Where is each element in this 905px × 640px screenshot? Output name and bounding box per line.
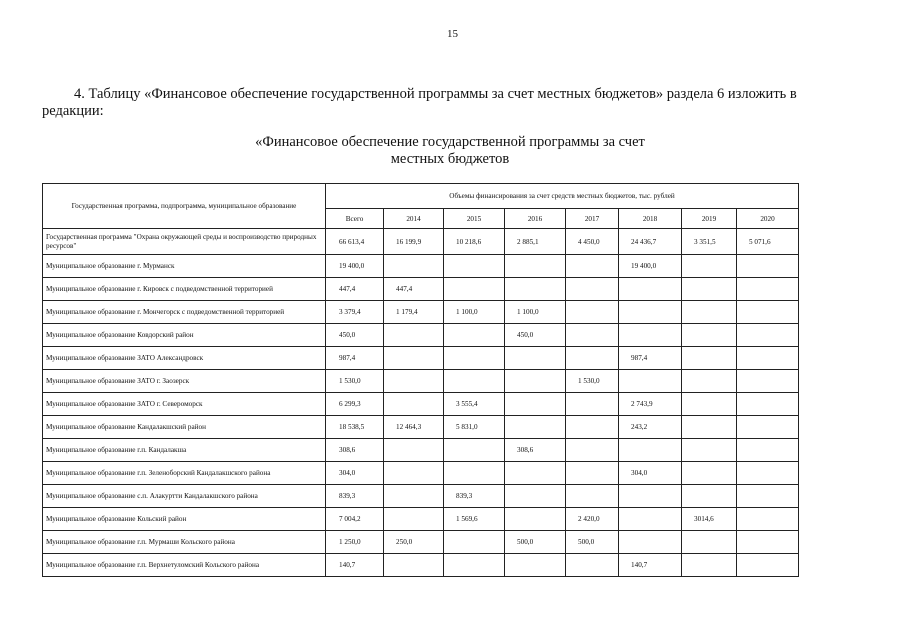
column-header-2014: 2014 <box>384 209 444 229</box>
value-cell-2019 <box>682 301 737 324</box>
value-cell-2015: 3 555,4 <box>444 393 505 416</box>
value-cell-2017: 500,0 <box>566 531 619 554</box>
value-cell-2017: 1 530,0 <box>566 370 619 393</box>
value-cell-2018 <box>619 278 682 301</box>
value-cell-2019 <box>682 439 737 462</box>
table-row <box>43 531 799 554</box>
value-cell-2017: 4 450,0 <box>566 229 619 255</box>
value-cell-2014: 1 179,4 <box>384 301 444 324</box>
row-label-cell: Муниципальное образование Кандалакшский район <box>43 416 326 439</box>
value-cell-2017 <box>566 439 619 462</box>
value-cell-2015 <box>444 439 505 462</box>
value-cell-total: 19 400,0 <box>326 255 384 278</box>
value-cell-2020 <box>737 324 799 347</box>
row-label-cell: Муниципальное образование г.п. Мурмаши Кольского района <box>43 531 326 554</box>
column-header-total: Всего <box>326 209 384 229</box>
value-cell-2017 <box>566 416 619 439</box>
value-cell-2017 <box>566 278 619 301</box>
table-title <box>200 134 700 168</box>
value-cell-2015: 1 569,6 <box>444 508 505 531</box>
column-header-2020: 2020 <box>737 209 799 229</box>
value-cell-2019 <box>682 462 737 485</box>
table-row <box>43 554 799 577</box>
value-cell-2014 <box>384 554 444 577</box>
value-cell-2019 <box>682 531 737 554</box>
table-title-line-2: местных бюджетов <box>390 151 510 167</box>
row-label-cell: Муниципальное образование с.п. Алакуртти Кандалакшского района <box>43 485 326 508</box>
value-cell-2016 <box>505 462 566 485</box>
value-cell-2016 <box>505 554 566 577</box>
table-header <box>43 184 799 229</box>
table-row <box>43 485 799 508</box>
value-cell-2014: 447,4 <box>384 278 444 301</box>
table-row <box>43 393 799 416</box>
value-cell-2020 <box>737 255 799 278</box>
value-cell-2017 <box>566 324 619 347</box>
page-number: 15 <box>447 28 458 40</box>
value-cell-2018 <box>619 370 682 393</box>
value-cell-2020 <box>737 439 799 462</box>
value-cell-total: 304,0 <box>326 462 384 485</box>
value-cell-2014 <box>384 393 444 416</box>
value-cell-2018 <box>619 508 682 531</box>
value-cell-2019 <box>682 347 737 370</box>
table-row <box>43 439 799 462</box>
financing-table <box>42 183 799 577</box>
column-header-2015: 2015 <box>444 209 505 229</box>
value-cell-2020 <box>737 462 799 485</box>
value-cell-2019 <box>682 324 737 347</box>
value-cell-total: 447,4 <box>326 278 384 301</box>
table-row <box>43 416 799 439</box>
value-cell-2019 <box>682 393 737 416</box>
value-cell-2015 <box>444 347 505 370</box>
value-cell-2014 <box>384 324 444 347</box>
value-cell-2017 <box>566 347 619 370</box>
value-cell-2016 <box>505 347 566 370</box>
value-cell-2018 <box>619 439 682 462</box>
row-label-cell: Муниципальное образование г. Мурманск <box>43 255 326 278</box>
value-cell-2018 <box>619 485 682 508</box>
value-cell-2015: 1 100,0 <box>444 301 505 324</box>
value-cell-2019 <box>682 554 737 577</box>
value-cell-total: 140,7 <box>326 554 384 577</box>
value-cell-2017 <box>566 301 619 324</box>
value-cell-2020 <box>737 301 799 324</box>
value-cell-2019: 3 351,5 <box>682 229 737 255</box>
value-cell-total: 839,3 <box>326 485 384 508</box>
row-label-cell: Муниципальное образование г.п. Кандалакша <box>43 439 326 462</box>
value-cell-2014 <box>384 508 444 531</box>
table-row <box>43 508 799 531</box>
funding-group-header: Объемы финансирования за счет средств местных бюджетов, тыс. рублей <box>326 184 799 209</box>
value-cell-2020 <box>737 393 799 416</box>
value-cell-2018: 24 436,7 <box>619 229 682 255</box>
table-row <box>43 229 799 255</box>
row-label-cell: Муниципальное образование ЗАТО г. Заозерск <box>43 370 326 393</box>
value-cell-2018: 140,7 <box>619 554 682 577</box>
value-cell-total: 987,4 <box>326 347 384 370</box>
row-label-cell: Муниципальное образование г. Кировск с подведомственной территорией <box>43 278 326 301</box>
value-cell-2017 <box>566 554 619 577</box>
value-cell-2017: 2 420,0 <box>566 508 619 531</box>
table-row <box>43 301 799 324</box>
value-cell-2020 <box>737 278 799 301</box>
value-cell-2014 <box>384 370 444 393</box>
column-header-2019: 2019 <box>682 209 737 229</box>
value-cell-2015: 839,3 <box>444 485 505 508</box>
column-header-2017: 2017 <box>566 209 619 229</box>
row-label-cell: Муниципальное образование Ковдорский район <box>43 324 326 347</box>
value-cell-2016: 450,0 <box>505 324 566 347</box>
value-cell-total: 7 004,2 <box>326 508 384 531</box>
value-cell-2017 <box>566 485 619 508</box>
table-body <box>43 229 799 577</box>
table-row <box>43 278 799 301</box>
value-cell-total: 6 299,3 <box>326 393 384 416</box>
value-cell-total: 1 530,0 <box>326 370 384 393</box>
value-cell-2014 <box>384 462 444 485</box>
value-cell-2016 <box>505 416 566 439</box>
column-header-2018: 2018 <box>619 209 682 229</box>
value-cell-2015 <box>444 324 505 347</box>
value-cell-2020 <box>737 347 799 370</box>
value-cell-2016 <box>505 278 566 301</box>
value-cell-2019 <box>682 278 737 301</box>
value-cell-total: 1 250,0 <box>326 531 384 554</box>
value-cell-2015 <box>444 531 505 554</box>
value-cell-2016: 2 885,1 <box>505 229 566 255</box>
value-cell-2018 <box>619 301 682 324</box>
value-cell-2019: 3014,6 <box>682 508 737 531</box>
row-label-cell: Муниципальное образование Кольский район <box>43 508 326 531</box>
value-cell-2016: 1 100,0 <box>505 301 566 324</box>
value-cell-2018: 304,0 <box>619 462 682 485</box>
value-cell-2014: 250,0 <box>384 531 444 554</box>
value-cell-2015 <box>444 255 505 278</box>
value-cell-2018: 243,2 <box>619 416 682 439</box>
value-cell-2018: 987,4 <box>619 347 682 370</box>
column-header-2016: 2016 <box>505 209 566 229</box>
value-cell-2014: 12 464,3 <box>384 416 444 439</box>
value-cell-2016 <box>505 508 566 531</box>
row-label-cell: Муниципальное образование г.п. Зеленоборский Кандалакшского района <box>43 462 326 485</box>
table-row <box>43 255 799 278</box>
header-row-group <box>43 184 799 209</box>
value-cell-2016 <box>505 485 566 508</box>
value-cell-2019 <box>682 370 737 393</box>
value-cell-2016 <box>505 393 566 416</box>
value-cell-2015 <box>444 278 505 301</box>
value-cell-2019 <box>682 485 737 508</box>
value-cell-2014: 16 199,9 <box>384 229 444 255</box>
value-cell-2016: 308,6 <box>505 439 566 462</box>
value-cell-2018: 2 743,9 <box>619 393 682 416</box>
row-label-cell: Муниципальное образование г. Мончегорск с подведомственной территорией <box>43 301 326 324</box>
value-cell-2018: 19 400,0 <box>619 255 682 278</box>
value-cell-total: 66 613,4 <box>326 229 384 255</box>
value-cell-2020 <box>737 554 799 577</box>
table-row <box>43 462 799 485</box>
value-cell-2017 <box>566 255 619 278</box>
value-cell-2019 <box>682 255 737 278</box>
value-cell-2020 <box>737 531 799 554</box>
row-label-cell: Муниципальное образование ЗАТО Александровск <box>43 347 326 370</box>
value-cell-2014 <box>384 347 444 370</box>
value-cell-2015: 5 831,0 <box>444 416 505 439</box>
value-cell-2014 <box>384 439 444 462</box>
row-header-cell: Государственная программа, подпрограмма, муниципальное образование <box>43 184 326 229</box>
value-cell-total: 450,0 <box>326 324 384 347</box>
table-row <box>43 347 799 370</box>
value-cell-2020 <box>737 416 799 439</box>
value-cell-2017 <box>566 393 619 416</box>
value-cell-2019 <box>682 416 737 439</box>
value-cell-2017 <box>566 462 619 485</box>
value-cell-2016: 500,0 <box>505 531 566 554</box>
value-cell-2014 <box>384 485 444 508</box>
value-cell-total: 308,6 <box>326 439 384 462</box>
value-cell-2016 <box>505 370 566 393</box>
table-row <box>43 370 799 393</box>
value-cell-2018 <box>619 324 682 347</box>
row-label-cell: Муниципальное образование г.п. Верхнетуломский Кольского района <box>43 554 326 577</box>
value-cell-total: 18 538,5 <box>326 416 384 439</box>
value-cell-2015 <box>444 554 505 577</box>
value-cell-2014 <box>384 255 444 278</box>
row-label-cell: Муниципальное образование ЗАТО г. Североморск <box>43 393 326 416</box>
value-cell-2016 <box>505 255 566 278</box>
value-cell-2020 <box>737 370 799 393</box>
value-cell-2015: 10 218,6 <box>444 229 505 255</box>
value-cell-2018 <box>619 531 682 554</box>
table-title-line-1: «Финансовое обеспечение государственной программы за счет <box>255 134 645 150</box>
table-row <box>43 324 799 347</box>
value-cell-2015 <box>444 462 505 485</box>
value-cell-2020: 5 071,6 <box>737 229 799 255</box>
intro-text: 4. Таблицу «Финансовое обеспечение государственной программы за счет местных бюджетов» раздела 6 изложить в редакции: <box>42 86 797 119</box>
value-cell-2020 <box>737 508 799 531</box>
value-cell-2020 <box>737 485 799 508</box>
value-cell-2015 <box>444 370 505 393</box>
value-cell-total: 3 379,4 <box>326 301 384 324</box>
row-label-cell: Государственная программа "Охрана окружающей среды и воспроизводство природных ресурсов" <box>43 229 326 255</box>
intro-paragraph <box>42 86 860 120</box>
